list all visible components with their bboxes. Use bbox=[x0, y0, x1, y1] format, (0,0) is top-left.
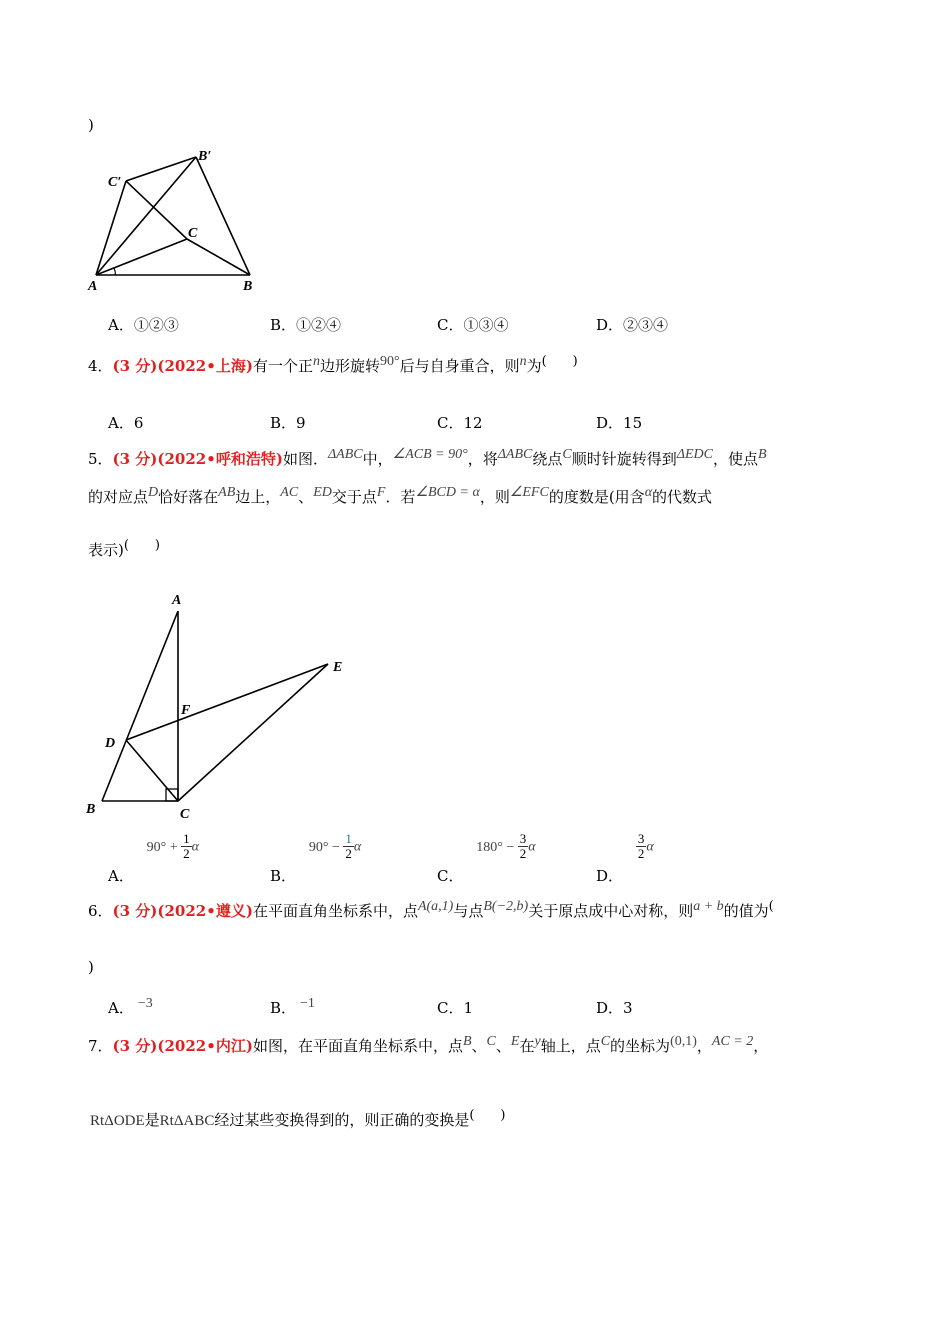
q6-text: 与点 bbox=[453, 902, 484, 920]
q3-option-a[interactable] bbox=[108, 314, 179, 335]
frac-den: 2 bbox=[345, 846, 352, 861]
q7-stem-line2 bbox=[90, 1110, 506, 1132]
q4-math-n2: n bbox=[519, 354, 527, 369]
q7-math: (0,1) bbox=[670, 1034, 697, 1049]
q7-math: E bbox=[510, 1034, 520, 1049]
q4-text: 边形旋转 bbox=[319, 357, 380, 375]
q3-angle-arc bbox=[114, 268, 115, 275]
q4-stem bbox=[88, 356, 578, 378]
q6-option-a[interactable] bbox=[108, 997, 153, 1018]
q5-label-D: D bbox=[105, 736, 116, 751]
option-math: 90° − bbox=[308, 839, 344, 855]
option-text: 3 bbox=[623, 999, 633, 1017]
option-math: α bbox=[353, 839, 362, 855]
q5-math: C bbox=[562, 447, 572, 462]
frac-num: 3 bbox=[637, 831, 645, 846]
q7-paren: ( ) bbox=[469, 1108, 506, 1123]
q3-seg-BpB bbox=[196, 157, 250, 275]
option-text: −1 bbox=[300, 996, 315, 1011]
option-letter: C． bbox=[437, 414, 464, 432]
q7-math: C bbox=[486, 1034, 496, 1049]
q4-number: 4． bbox=[88, 357, 113, 375]
frac-den: 2 bbox=[519, 846, 527, 861]
q3-label-A: A bbox=[88, 279, 98, 294]
q7-text: 经过某些变换得到的，则正确的变换是 bbox=[214, 1111, 470, 1129]
q7-source-tag: (3 分)(2022•内江) bbox=[112, 1037, 253, 1055]
option-letter: B． bbox=[270, 316, 297, 334]
q7-math: RtΔODE bbox=[90, 1113, 145, 1129]
q4-option-d[interactable] bbox=[596, 412, 642, 433]
q6-math: a + b bbox=[693, 899, 724, 914]
frac-den: 2 bbox=[637, 846, 645, 861]
q5-label-F: F bbox=[181, 703, 191, 718]
q7-number: 7． bbox=[88, 1037, 113, 1055]
q7-stem-line1 bbox=[88, 1036, 768, 1058]
q5-math: α bbox=[644, 485, 653, 500]
q3-seg-CB bbox=[187, 239, 250, 275]
q5-seg-EC bbox=[178, 664, 328, 801]
q5-seg-DE bbox=[126, 664, 328, 740]
q3-option-b[interactable] bbox=[270, 314, 341, 335]
option-math: α bbox=[646, 839, 654, 855]
frac-num: 1 bbox=[183, 831, 190, 846]
q5-math: ΔABC bbox=[497, 447, 533, 462]
q7-text: 、 bbox=[471, 1037, 487, 1055]
q5-label-E: E bbox=[333, 660, 343, 675]
q5-text: ，使点 bbox=[712, 450, 758, 468]
q4-option-c[interactable] bbox=[437, 412, 483, 433]
q4-text: 后与自身重合，则 bbox=[399, 357, 520, 375]
q5-source-tag: (3 分)(2022•呼和浩特) bbox=[112, 450, 283, 468]
option-text: 12 bbox=[463, 414, 483, 432]
option-text: ②③④ bbox=[623, 316, 669, 334]
option-text: 6 bbox=[133, 414, 144, 432]
q5-text: 表示) bbox=[88, 541, 124, 559]
option-letter: D． bbox=[596, 999, 624, 1017]
option-letter: D． bbox=[596, 316, 624, 334]
option-letter: A． bbox=[108, 999, 134, 1017]
q3-seg-AC bbox=[96, 239, 187, 275]
option-text: 15 bbox=[623, 414, 643, 432]
q5-math: ΔEDC bbox=[676, 447, 713, 462]
option-letter: D． bbox=[596, 414, 624, 432]
q5-math: AC bbox=[280, 485, 299, 500]
option-letter: C． bbox=[437, 866, 464, 885]
option-letter: B． bbox=[270, 999, 297, 1017]
q7-text: ， bbox=[753, 1037, 769, 1055]
q4-option-a[interactable] bbox=[108, 412, 143, 433]
q3-label-Cp: C′ bbox=[108, 175, 122, 190]
q3-seg-ACp bbox=[96, 181, 126, 275]
q4-option-b[interactable] bbox=[270, 412, 306, 433]
q6-paren-close: ) bbox=[88, 958, 94, 976]
q3-close-paren: ) bbox=[88, 116, 94, 134]
q5-text: ．若 bbox=[385, 488, 416, 506]
q6-math: B(−2,b) bbox=[483, 899, 529, 914]
q7-text: 的坐标为 bbox=[610, 1037, 671, 1055]
q5-stem-line1 bbox=[88, 449, 767, 471]
q7-text: 轴上，点 bbox=[540, 1037, 601, 1055]
option-math: 180° − bbox=[476, 839, 518, 855]
q5-text: 中， bbox=[362, 450, 393, 468]
option-text: −3 bbox=[137, 996, 153, 1011]
option-math: α bbox=[191, 839, 199, 855]
q7-math: C bbox=[600, 1034, 611, 1049]
q5-option-a[interactable] bbox=[108, 831, 199, 885]
q5-text: 顺时针旋转得到 bbox=[571, 450, 677, 468]
q5-text: 、 bbox=[298, 488, 314, 506]
q6-option-c[interactable] bbox=[437, 997, 473, 1018]
q5-math: ∠ACB = 90° bbox=[392, 447, 468, 462]
q6-stem bbox=[88, 901, 774, 923]
frac-num: 3 bbox=[519, 831, 527, 846]
q5-math: D bbox=[148, 485, 159, 500]
q7-text: 、 bbox=[495, 1037, 511, 1055]
q7-text: ， bbox=[696, 1037, 712, 1055]
q5-stem-line2 bbox=[88, 487, 712, 509]
q5-math: ∠BCD = α bbox=[415, 485, 480, 500]
q4-math-n: n bbox=[312, 354, 320, 369]
q5-text: 如图． bbox=[282, 450, 328, 468]
q3-option-d[interactable] bbox=[596, 314, 668, 335]
q6-paren-open: ( bbox=[768, 899, 774, 914]
q7-math: B bbox=[462, 1034, 472, 1049]
q5-text: 交于点 bbox=[331, 488, 377, 506]
option-letter: A． bbox=[108, 316, 134, 334]
option-text: ①②④ bbox=[296, 316, 342, 334]
q5-text: ，则 bbox=[479, 488, 510, 506]
q5-text: 的代数式 bbox=[652, 488, 713, 506]
q5-figure bbox=[80, 585, 360, 820]
option-letter: C． bbox=[437, 316, 464, 334]
q7-text: 如图，在平面直角坐标系中，点 bbox=[252, 1037, 463, 1055]
q7-math: y bbox=[534, 1034, 541, 1049]
q6-text: 关于原点成中心对称，则 bbox=[528, 902, 694, 920]
q5-text: 的度数是(用含 bbox=[548, 488, 645, 506]
q6-number: 6． bbox=[88, 902, 113, 920]
q7-text: 在 bbox=[519, 1037, 535, 1055]
q3-label-B: B bbox=[243, 279, 253, 294]
q5-text: 恰好落在 bbox=[158, 488, 219, 506]
q5-math: B bbox=[757, 447, 767, 462]
option-text: 1 bbox=[463, 999, 474, 1017]
q5-seg-BA bbox=[102, 611, 178, 801]
option-letter: A． bbox=[108, 866, 134, 885]
option-letter: B． bbox=[270, 414, 297, 432]
q5-option-c[interactable] bbox=[437, 831, 536, 885]
q3-label-C: C bbox=[188, 226, 198, 241]
q5-paren: ( ) bbox=[123, 538, 161, 553]
q6-text: 在平面直角坐标系中，点 bbox=[252, 902, 418, 920]
q3-figure bbox=[80, 140, 280, 300]
q3-option-c[interactable] bbox=[437, 314, 509, 335]
fraction bbox=[518, 832, 529, 861]
q5-text: ，将 bbox=[467, 450, 498, 468]
frac-den: 2 bbox=[183, 846, 190, 861]
q5-math: ΔABC bbox=[327, 447, 363, 462]
q4-text: 有一个正 bbox=[252, 357, 313, 375]
q4-paren: ( ) bbox=[541, 354, 578, 369]
q5-label-B: B bbox=[86, 802, 96, 817]
q6-option-d[interactable] bbox=[596, 997, 633, 1018]
q5-math: F bbox=[376, 485, 386, 500]
q4-math-90: 90° bbox=[379, 354, 400, 369]
q7-text: 是 bbox=[144, 1111, 160, 1129]
q5-text: 的对应点 bbox=[88, 488, 149, 506]
q5-math: AB bbox=[218, 485, 236, 500]
q5-text: 边上， bbox=[235, 488, 281, 506]
fraction bbox=[343, 832, 354, 861]
q5-stem-line3 bbox=[88, 540, 160, 562]
q5-text: 绕点 bbox=[532, 450, 563, 468]
option-text: 9 bbox=[296, 414, 306, 432]
option-text: ①③④ bbox=[463, 316, 509, 334]
q6-text: 的值为 bbox=[723, 902, 769, 920]
option-letter: A． bbox=[108, 414, 134, 432]
q6-source-tag: (3 分)(2022•遵义) bbox=[112, 902, 253, 920]
option-letter: D． bbox=[596, 866, 624, 885]
q7-math: RtΔABC bbox=[159, 1113, 215, 1129]
q7-math: AC = 2 bbox=[711, 1034, 754, 1049]
fraction bbox=[636, 832, 647, 861]
option-text: ①②③ bbox=[133, 316, 179, 334]
option-letter: B． bbox=[270, 866, 297, 885]
q5-label-C: C bbox=[180, 807, 190, 820]
q5-math: ED bbox=[313, 485, 332, 500]
q3-seg-CpC bbox=[126, 181, 187, 239]
option-math: α bbox=[528, 839, 536, 855]
q4-text: 为 bbox=[526, 357, 542, 375]
frac-num: 1 bbox=[345, 831, 352, 846]
fraction bbox=[181, 832, 192, 861]
q5-number: 5． bbox=[88, 450, 113, 468]
q6-math: A(a,1) bbox=[417, 899, 454, 914]
q5-option-d[interactable] bbox=[596, 831, 654, 885]
q3-label-Bp: B′ bbox=[198, 149, 212, 164]
option-math: 90° + bbox=[146, 839, 182, 855]
q5-math: ∠EFC bbox=[509, 485, 549, 500]
q5-option-b[interactable] bbox=[270, 831, 362, 885]
q5-seg-DC bbox=[126, 740, 178, 801]
q4-source-tag: (3 分)(2022•上海) bbox=[112, 357, 253, 375]
option-letter: C． bbox=[437, 999, 464, 1017]
q5-label-A: A bbox=[172, 593, 182, 608]
q6-option-b[interactable] bbox=[270, 997, 315, 1018]
